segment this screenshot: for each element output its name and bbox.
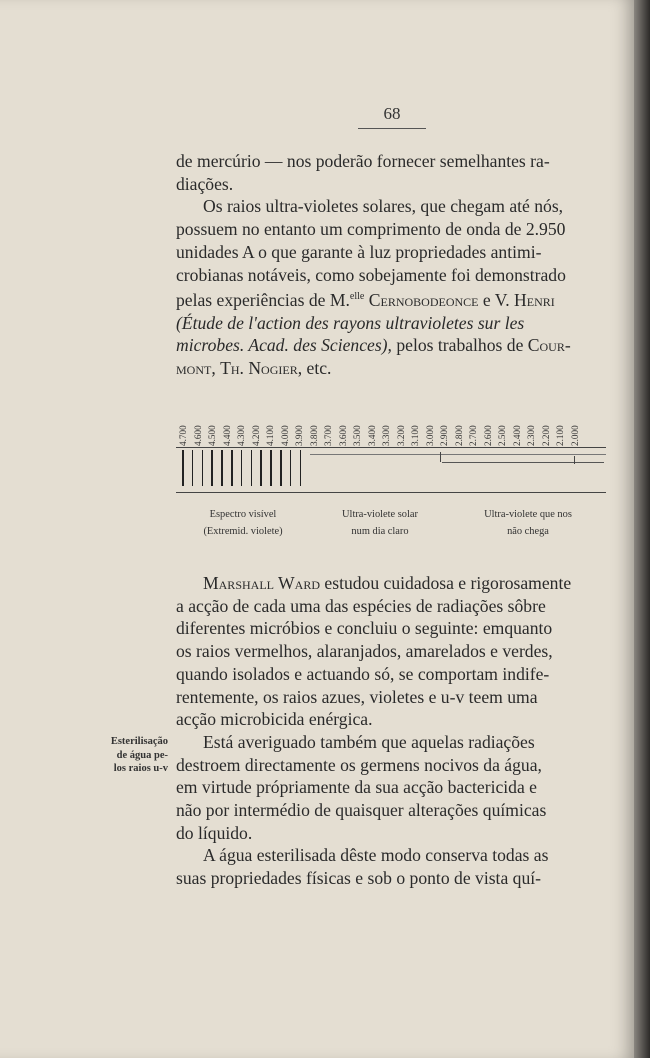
wavelength-tick-label: 4.200	[250, 425, 261, 446]
band-label-visible: Espectro visível (Extremid. violete)	[203, 509, 283, 537]
wavelength-tick-label: 4.700	[178, 425, 188, 446]
text-block-top	[176, 150, 608, 380]
spectrum-diagram	[176, 396, 606, 546]
text-line: diações.	[176, 173, 234, 194]
text-line: não por intermédio de quaisquer alterações químicas	[176, 800, 547, 821]
spectrum-bar	[202, 450, 204, 486]
spectrum-top-line	[310, 454, 606, 455]
text-line: destroem directamente os germens nocivos da água,	[176, 754, 542, 775]
text-line: em virtude própriamente da sua acção bactericida e	[176, 777, 537, 798]
text-line: unidades A o que garante à luz propriedades antimi-	[176, 241, 542, 262]
wavelength-tick-label: 2.600	[482, 425, 493, 446]
wavelength-tick-label: 3.200	[395, 425, 406, 446]
wavelength-tick-label: 4.000	[279, 425, 290, 446]
wavelength-tick-label: 2.900	[439, 425, 449, 446]
author-name: Henri	[514, 290, 555, 311]
text-block-bottom	[176, 572, 608, 890]
text-line: quando isolados e actuando só, se comportam indife-	[176, 663, 550, 684]
spectrum-bar	[221, 450, 223, 486]
unreached-uv-line	[442, 462, 604, 463]
author-name: Marshall Ward	[203, 573, 321, 593]
spectrum-bar	[300, 450, 302, 486]
author-name: Cour-	[527, 335, 571, 356]
wavelength-tick-label: 4.300	[236, 425, 246, 446]
spectrum-bar	[270, 450, 272, 486]
wavelength-tick-label: 3.800	[308, 425, 319, 446]
wavelength-tick-label: 4.400	[221, 425, 232, 446]
spectrum-bar	[241, 450, 243, 486]
spectrum-bar	[280, 450, 282, 486]
wavelength-tick-label: 3.700	[323, 425, 333, 446]
spectrum-bar	[251, 450, 253, 486]
text-line: Os raios ultra-violetes solares, que chegam até nós,	[203, 196, 564, 217]
citation-title: (Étude de l'action des rayons ultravioletes sur les	[176, 312, 525, 333]
text-line: mont, Th. Nogier, etc.	[176, 358, 332, 379]
page-number-rule	[358, 128, 426, 129]
text-line: diferentes micróbios e concluiu o seguinte: emquanto	[176, 618, 553, 639]
spectrum-bar	[231, 450, 233, 486]
text-line: de mercúrio — nos poderão fornecer semelhantes ra-	[176, 151, 550, 171]
text-line: pelas experiências de M.$^{elle}$ Cernobodeonce e V. Henri	[176, 290, 555, 311]
text-line: crobianas notáveis, como sobejamente foi demonstrado	[176, 264, 566, 285]
spectrum-bar	[192, 450, 194, 486]
solar-uv-limit-mark	[440, 452, 441, 462]
text-line: possuem no entanto um comprimento de onda de 2.950	[176, 219, 566, 240]
text-line: os raios vermelhos, alaranjados, amarelados e verdes,	[176, 641, 553, 662]
wavelength-scale	[176, 396, 606, 446]
spectrum-bar	[211, 450, 213, 486]
band-label-solar-uv: Ultra-violete solar num dia claro	[342, 509, 418, 537]
text-line: Está averiguado também que aquelas radiações	[203, 731, 535, 752]
page-edge-shadow	[634, 0, 650, 1058]
text-line	[176, 312, 608, 335]
spectrum-bar	[182, 450, 184, 486]
wavelength-tick-label: 3.300	[381, 425, 391, 446]
text-line: suas propriedades físicas e sob o ponto de vista quí-	[176, 868, 541, 889]
superscript: elle	[349, 291, 365, 303]
text-line: microbes. Acad. des Sciences), pelos trabalhos de Cour-	[176, 335, 571, 356]
wavelength-tick-label: 3.600	[337, 425, 348, 446]
wavelength-tick-label: 2.300	[526, 425, 536, 446]
unreached-uv-mark	[574, 456, 575, 464]
author-name: Th. Nogier	[220, 358, 298, 379]
wavelength-tick-label: 2.200	[540, 425, 551, 446]
wavelength-tick-label: 2.000	[569, 425, 580, 446]
text-line: A água esterilisada dêste modo conserva todas as	[203, 845, 549, 866]
wavelength-tick-label: 2.100	[555, 425, 565, 446]
margin-note: Esterilisação de água pe- los raios u-v	[110, 736, 168, 774]
text-line: acção microbicida enérgica.	[176, 709, 373, 730]
wavelength-tick-label: 4.500	[207, 425, 217, 446]
citation-title: microbes. Acad. des Sciences),	[176, 335, 392, 356]
wavelength-tick-label: 3.500	[352, 425, 362, 446]
spectrum-bar	[260, 450, 262, 486]
text-line: Marshall Ward estudou cuidadosa e rigorosamente	[203, 573, 572, 593]
author-name: Cernobodeonce	[364, 290, 479, 311]
wavelength-tick-label: 3.400	[366, 425, 377, 446]
band-label-unreached-uv: Ultra-violete que nos não chega	[484, 509, 572, 537]
scale-bottom-rule	[176, 492, 606, 493]
author-name: mont	[176, 358, 212, 379]
page-number: 68	[383, 104, 401, 123]
wavelength-tick-label: 2.800	[453, 425, 464, 446]
text-line: do líquido.	[176, 822, 253, 843]
wavelength-tick-label: 2.700	[468, 425, 478, 446]
spectrum-bar	[290, 450, 292, 486]
text-line: a acção de cada uma das espécies de radiações sôbre	[176, 595, 546, 616]
wavelength-tick-label: 4.600	[192, 425, 203, 446]
wavelength-tick-label: 2.500	[497, 425, 507, 446]
text-line: rentemente, os raios azues, violetes e u-v teem uma	[176, 686, 538, 707]
wavelength-tick-label: 3.900	[294, 425, 304, 446]
wavelength-tick-label: 3.100	[410, 425, 420, 446]
scale-top-rule	[176, 447, 606, 448]
wavelength-tick-label: 2.400	[511, 425, 522, 446]
wavelength-tick-label: 3.000	[424, 425, 435, 446]
wavelength-tick-label: 4.100	[265, 425, 275, 446]
